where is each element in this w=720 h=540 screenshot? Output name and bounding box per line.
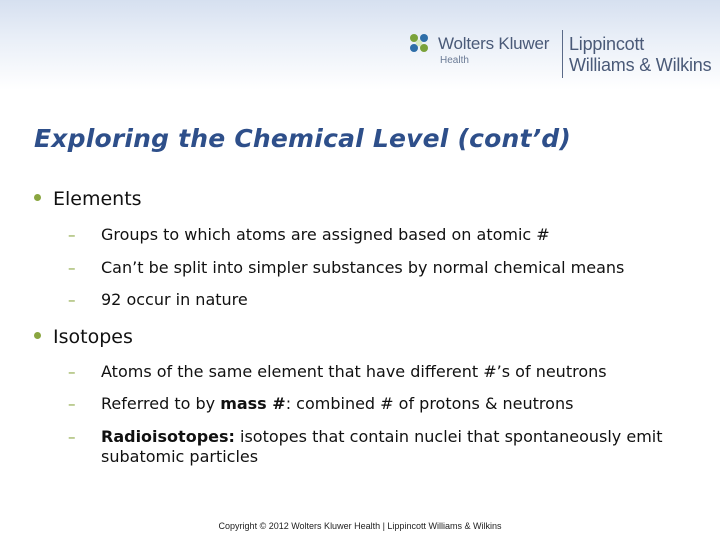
sub-bullet <box>68 258 698 278</box>
sub-bullet-text: 92 occur in nature <box>101 290 248 309</box>
sub-bullet <box>68 427 668 467</box>
sub-bullet <box>68 362 698 382</box>
copyright-footer: Copyright © 2012 Wolters Kluwer Health | Lippincott Williams & Wilkins <box>218 521 502 531</box>
sub-bullet-text: Atoms of the same element that have different #’s of neutrons <box>101 362 607 381</box>
sub-bullet <box>68 394 698 414</box>
dash-icon: – <box>68 226 76 244</box>
dash-icon: – <box>68 363 76 381</box>
sub-bullet-text: Groups to which atoms are assigned based on atomic # <box>101 225 550 244</box>
bullet-dot-icon <box>34 194 41 201</box>
sub-bullet-text <box>101 427 668 467</box>
dash-icon: – <box>68 428 76 446</box>
logo-divider <box>562 30 563 78</box>
sub-bullet-text <box>101 394 698 414</box>
text-plain: isotopes that contain nuclei that spontaneously emit subatomic particles <box>101 427 663 466</box>
logo-lippincott-text: Lippincott <box>569 34 645 54</box>
bullet-dot-icon <box>34 332 41 339</box>
text-bold-term: Radioisotopes: <box>101 427 235 446</box>
logo-health-text: Health <box>440 55 469 66</box>
sub-bullet-text: Can’t be split into simpler substances by normal chemical means <box>101 258 625 277</box>
text-plain: : combined # of protons & neutrons <box>285 394 574 413</box>
logo-wolters-kluwer-text: Wolters Kluwer <box>438 34 550 53</box>
sub-bullet <box>68 290 698 310</box>
bullet-isotopes <box>34 326 133 348</box>
dash-icon: – <box>68 395 76 413</box>
text-bold-term: mass # <box>220 394 286 413</box>
slide-title: Exploring the Chemical Level (cont’d) <box>34 124 572 153</box>
logo-williams-wilkins-text: Williams & Wilkins <box>569 55 712 75</box>
text-plain: Referred to by <box>101 394 221 413</box>
dash-icon: – <box>68 259 76 277</box>
sub-bullet <box>68 225 698 245</box>
wolters-kluwer-logo-icon <box>408 32 430 54</box>
bullet-heading: Isotopes <box>53 326 133 348</box>
bullet-elements <box>34 188 142 210</box>
bullet-heading: Elements <box>53 188 142 210</box>
dash-icon: – <box>68 291 76 309</box>
